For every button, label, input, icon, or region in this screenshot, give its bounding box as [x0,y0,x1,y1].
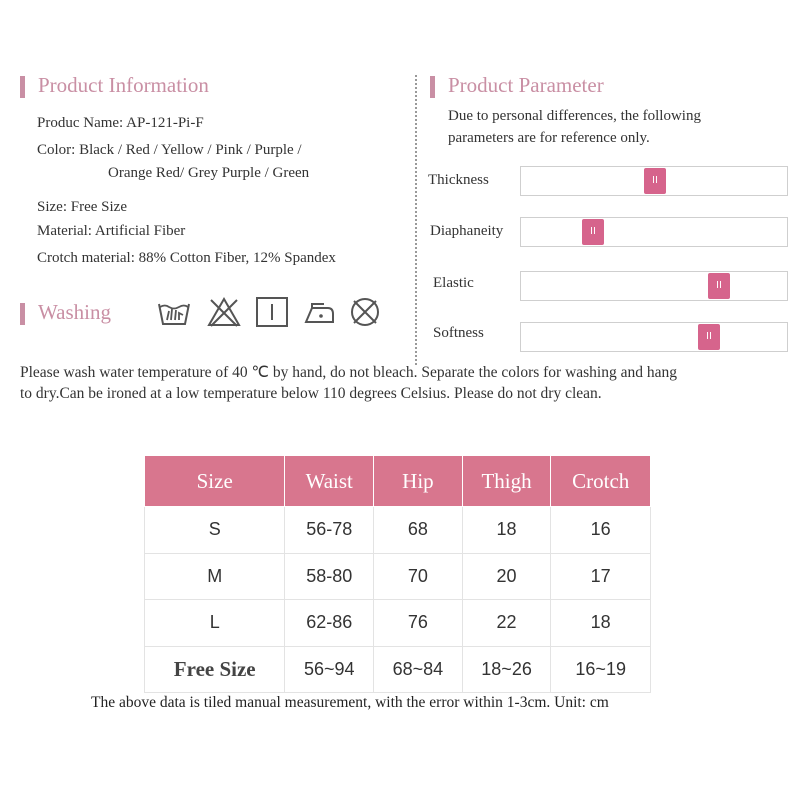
table-cell: L [145,600,285,647]
parameter-note-line1: Due to personal differences, the following [448,108,701,124]
table-cell: 16 [551,507,651,554]
no-dry-clean-icon [348,296,382,328]
table-cell: 18 [462,507,551,554]
diaphaneity-level-marker: II [582,219,604,245]
product-info-heading: Product Information [38,73,209,97]
table-cell: M [145,553,285,600]
heading-accent-bar [20,303,25,325]
table-header-row [145,456,651,507]
table-cell: Free Size [145,646,285,693]
table-cell: 18~26 [462,646,551,693]
header-thigh: Thigh [462,456,551,507]
thickness-scale [520,166,788,196]
material-line: Material: Artificial Fiber [37,223,186,239]
measurement-note: The above data is tiled manual measurement, with the error within 1-3cm. Unit: cm [91,694,609,711]
size-chart-table [144,455,651,693]
no-bleach-icon [207,296,241,328]
header-size: Size [145,456,285,507]
heading-accent-bar [430,76,435,98]
washing-instructions-line1: Please wash water temperature of 40 ℃ by hand, do not bleach. Separate the colors for washing and hang [20,364,678,381]
param-label-softness: Softness [433,325,484,341]
table-cell: 16~19 [551,646,651,693]
table-row [145,646,651,693]
washing-instructions-line2: to dry.Can be ironed at a low temperature below 110 degrees Celsius. Please do not dry clean. [20,385,602,402]
table-cell: S [145,507,285,554]
washing-instructions [20,362,790,404]
product-parameter-heading: Product Parameter [448,73,604,97]
parameter-note-line2: parameters are for reference only. [448,130,650,146]
heading-accent-bar [20,76,25,98]
thickness-level-marker: II [644,168,666,194]
header-crotch: Crotch [551,456,651,507]
table-cell: 22 [462,600,551,647]
elastic-level-marker: II [708,273,730,299]
table-row [145,553,651,600]
table-cell: 76 [374,600,463,647]
washing-heading: Washing [38,300,111,324]
table-row [145,600,651,647]
diaphaneity-scale [520,217,788,247]
table-cell: 56-78 [285,507,374,554]
param-label-thickness: Thickness [428,172,489,188]
table-row [145,507,651,554]
param-label-elastic: Elastic [433,275,474,291]
header-waist: Waist [285,456,374,507]
size-line: Size: Free Size [37,199,127,215]
iron-low-icon [302,296,336,328]
table-cell: 56~94 [285,646,374,693]
product-name-line: Produc Name: AP-121-Pi-F [37,115,204,131]
softness-scale [520,322,788,352]
table-cell: 20 [462,553,551,600]
elastic-scale [520,271,788,301]
table-cell: 58-80 [285,553,374,600]
table-cell: 18 [551,600,651,647]
column-divider [415,75,417,365]
table-cell: 62-86 [285,600,374,647]
param-label-diaphaneity: Diaphaneity [430,223,504,239]
softness-level-marker: II [698,324,720,350]
table-cell: 70 [374,553,463,600]
crotch-material-line: Crotch material: 88% Cotton Fiber, 12% Spandex [37,250,336,266]
table-cell: 68 [374,507,463,554]
table-cell: 68~84 [374,646,463,693]
header-hip: Hip [374,456,463,507]
table-cell: 17 [551,553,651,600]
hand-wash-icon [157,296,191,328]
color-line: Color: Black / Red / Yellow / Pink / Purple / [37,142,302,158]
hang-dry-icon [255,296,289,328]
color-line-continued: Orange Red/ Grey Purple / Green [108,165,310,181]
